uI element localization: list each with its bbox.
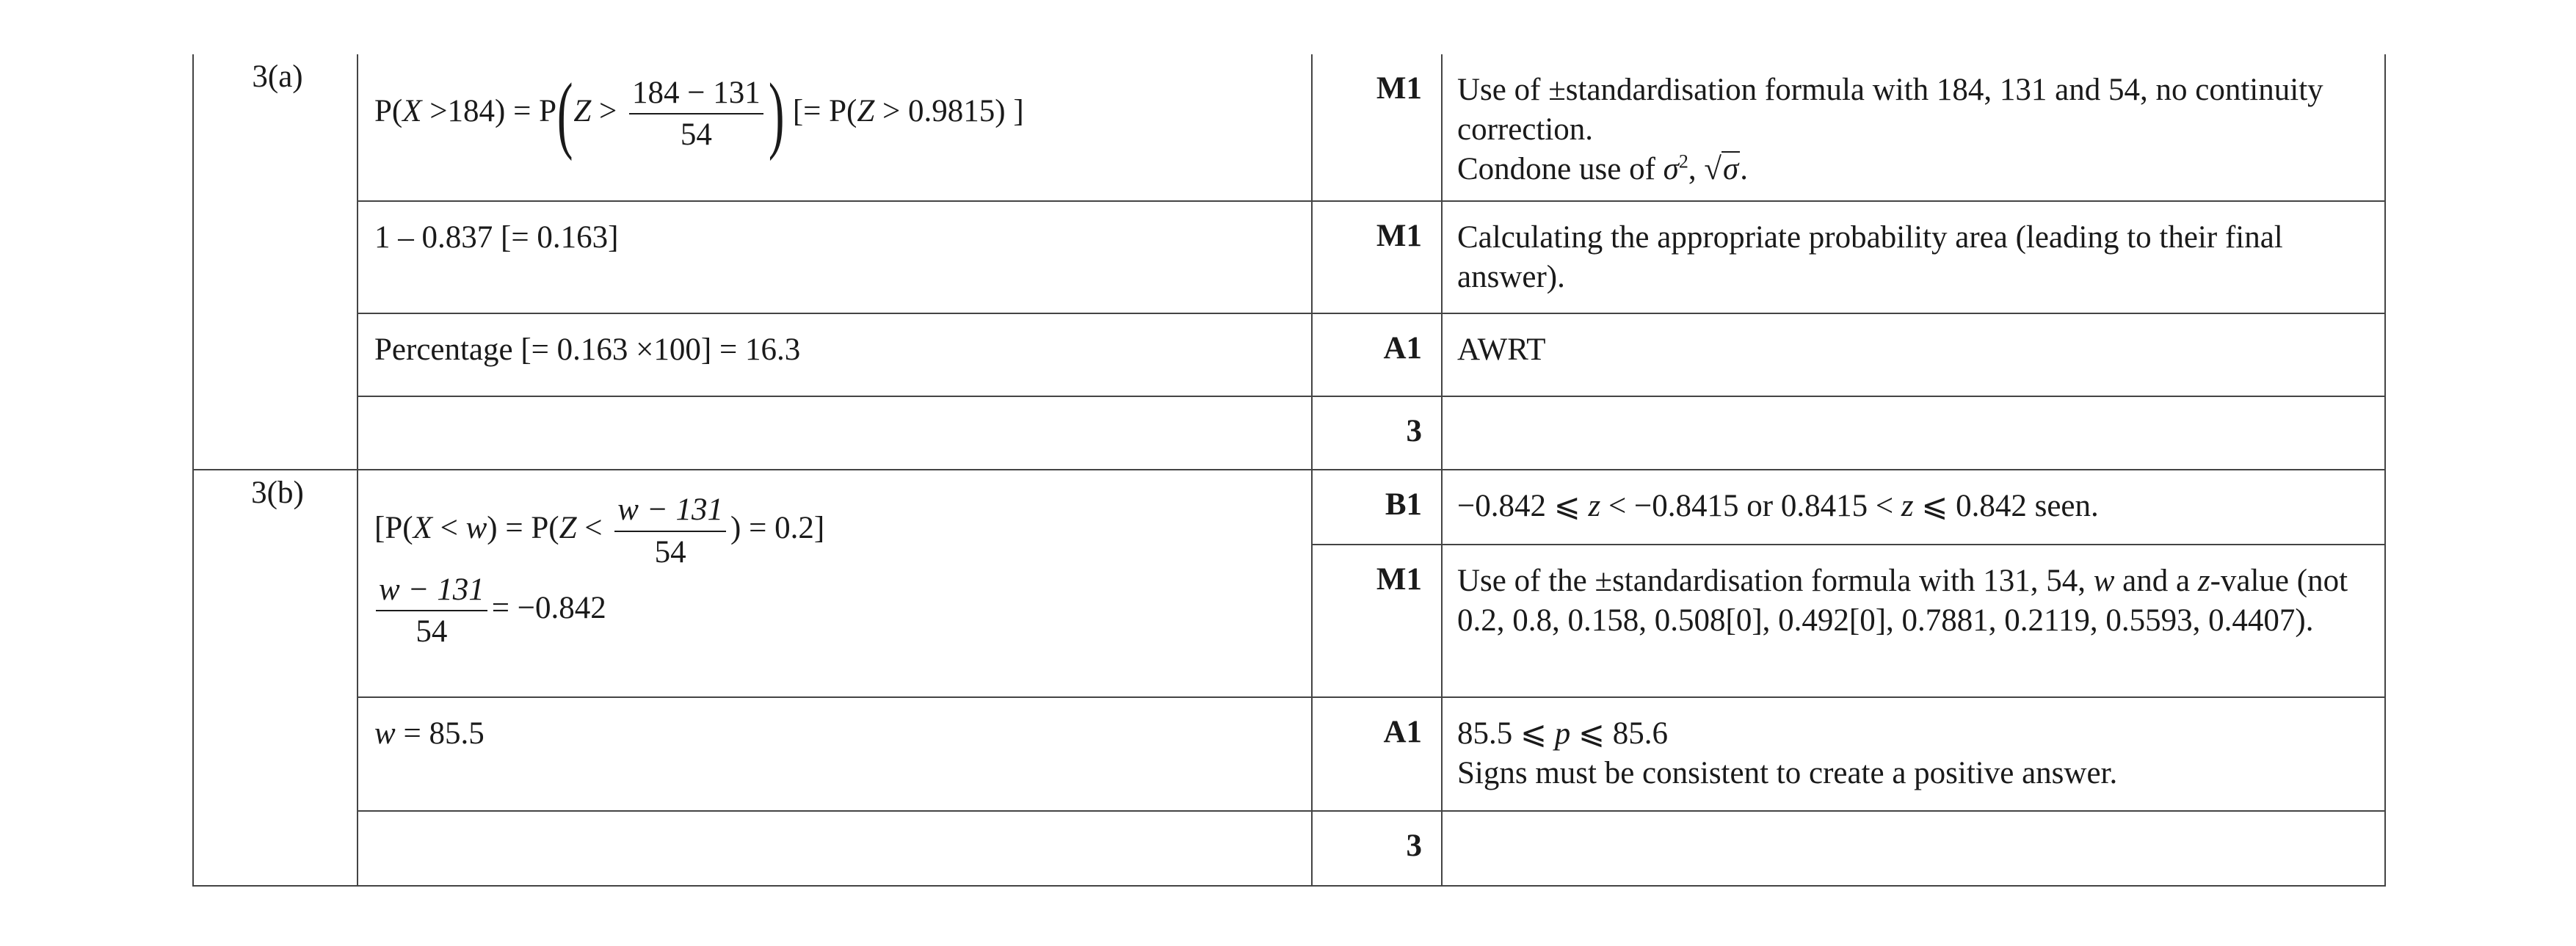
working-cell xyxy=(358,697,1312,811)
guidance-cell xyxy=(1442,54,2385,201)
working-cell xyxy=(358,201,1312,313)
working-expression: $\frac{w - 131}{54}$ = −0.842 xyxy=(374,572,1295,650)
guidance-cell xyxy=(1442,545,2385,697)
guidance-cell xyxy=(1442,470,2385,545)
working-cell xyxy=(358,54,1312,201)
mark-cell xyxy=(1312,54,1442,201)
working-expression: w = 85.5 xyxy=(374,716,485,752)
working-cell xyxy=(358,811,1312,886)
mark-code: M1 xyxy=(1376,562,1422,597)
mark-cell xyxy=(1312,313,1442,396)
working-cell xyxy=(358,396,1312,470)
guidance-cell xyxy=(1442,811,2385,886)
table-row xyxy=(193,313,2385,396)
guidance-text: Condone use of $\sigma^2$, √σ. xyxy=(1457,150,1748,186)
right-paren-icon: ) xyxy=(768,65,785,161)
mark-cell xyxy=(1312,811,1442,886)
mark-cell xyxy=(1312,470,1442,545)
mark-code: M1 xyxy=(1376,71,1422,106)
table-row xyxy=(193,470,2385,545)
mark-cell xyxy=(1312,545,1442,697)
table-row xyxy=(193,811,2385,886)
table-row xyxy=(193,697,2385,811)
question-number: 3(a) xyxy=(252,59,303,94)
guidance-cell xyxy=(1442,396,2385,470)
total-marks: 3 xyxy=(1406,829,1422,864)
guidance-text: 85.5 ⩽ p ⩽ 85.6 xyxy=(1457,716,1669,752)
mark-scheme-table xyxy=(192,54,2386,887)
question-number: 3(b) xyxy=(251,476,304,511)
guidance-text: Use of ±standardisation formula with 184, 131 and 54, no continuity correction. xyxy=(1457,73,2323,147)
mark-cell xyxy=(1312,396,1442,470)
working-expression: P(X >184) = P(Z > $\frac{184 - 131}{54}$ ) [= P(Z > 0.9815) ] xyxy=(374,65,1024,161)
guidance-text: AWRT xyxy=(1457,332,1546,368)
total-marks: 3 xyxy=(1406,414,1422,449)
mark-code: M1 xyxy=(1376,219,1422,254)
guidance-text: −0.842 ⩽ z < −0.8415 or 0.8415 < z ⩽ 0.842 seen. xyxy=(1457,489,2099,524)
working-expression: 1 – 0.837 [= 0.163] xyxy=(374,220,619,255)
left-paren-icon: ( xyxy=(556,65,573,161)
mark-cell xyxy=(1312,201,1442,313)
guidance-text: Use of the ±standardisation formula with 131, 54, w and a z-value (not 0.2, 0.8, 0.158, 0.508[0], 0.492[0], 0.7881, 0.2119, 0.5593, 0.4407). xyxy=(1457,564,2348,638)
mark-code: A1 xyxy=(1383,331,1422,366)
fraction: $\frac{184 - 131}{54}$ xyxy=(629,76,763,153)
working-cell xyxy=(358,470,1312,697)
guidance-cell xyxy=(1442,313,2385,396)
guidance-cell xyxy=(1442,201,2385,313)
fraction: $\frac{w - 131}{54}$ xyxy=(376,572,487,650)
fraction: $\frac{w - 131}{54}$ xyxy=(614,492,726,570)
guidance-text: Signs must be consistent to create a positive answer. xyxy=(1457,756,2118,790)
working-expression: [P(X < w) = P(Z < $\frac{w - 131}{54}$ ) = 0.2] xyxy=(374,492,825,570)
table-row xyxy=(193,201,2385,313)
question-number-cell xyxy=(193,54,358,470)
guidance-text: Calculating the appropriate probability area (leading to their final answer). xyxy=(1457,220,2283,294)
guidance-cell xyxy=(1442,697,2385,811)
table-row xyxy=(193,396,2385,470)
mark-code: B1 xyxy=(1385,487,1422,523)
question-number-cell xyxy=(193,470,358,886)
working-expression: Percentage [= 0.163 ×100] = 16.3 xyxy=(374,332,801,368)
table-row xyxy=(193,54,2385,201)
mark-cell xyxy=(1312,697,1442,811)
working-cell xyxy=(358,313,1312,396)
mark-code: A1 xyxy=(1383,715,1422,750)
